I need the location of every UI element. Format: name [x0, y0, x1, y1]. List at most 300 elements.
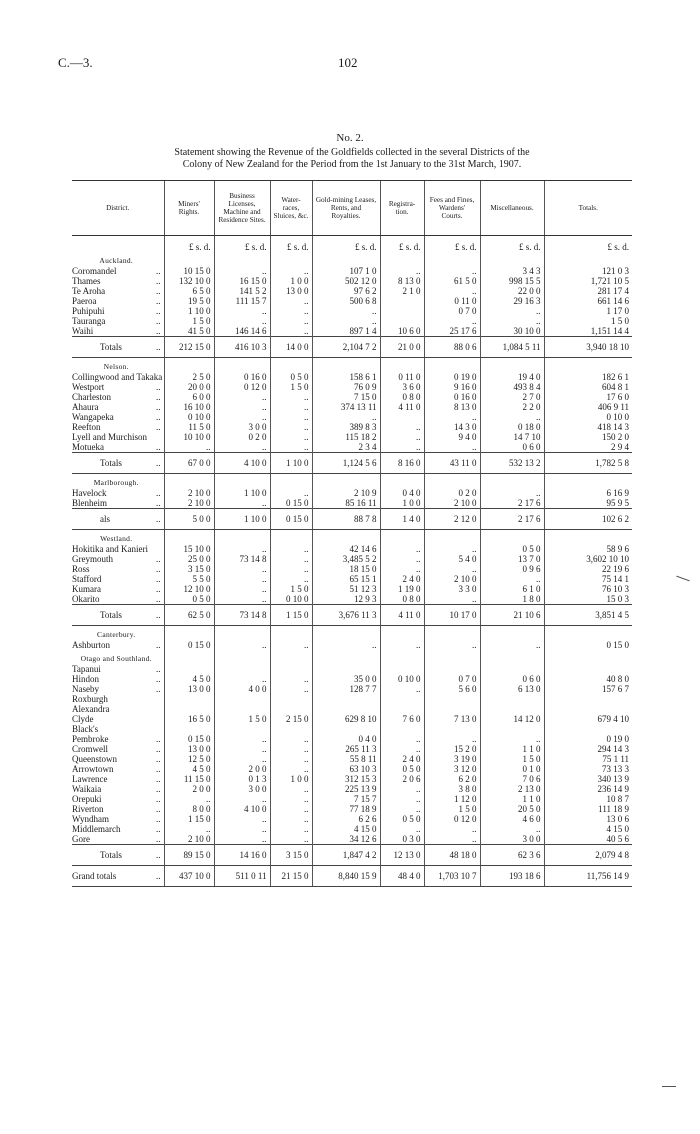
empty-cell [164, 650, 214, 664]
value-cell: 76 10 3 [544, 584, 632, 594]
value-cell: 1 10 0 [270, 453, 312, 474]
value-cell: 1,084 5 11 [480, 337, 544, 358]
section-label: Otago and Southland. [80, 654, 152, 663]
col-header-business-licenses: Business Licenses, Machine and Residence Sites. [214, 181, 270, 236]
totals-row [72, 453, 632, 474]
empty-cell [480, 530, 544, 545]
district-cell [72, 664, 164, 674]
value-cell: 281 17 4 [544, 286, 632, 296]
value-cell: 14 0 0 [270, 337, 312, 358]
value-cell [164, 704, 214, 714]
district-cell [72, 453, 164, 474]
district-cell [72, 804, 164, 814]
value-cell: 95 9 5 [544, 498, 632, 509]
district-name: Pembroke [72, 734, 109, 744]
unit-cell: £ s. d. [380, 236, 424, 253]
value-cell: .. [312, 412, 380, 422]
district-cell [72, 402, 164, 412]
value-cell: 0 15 0 [544, 640, 632, 650]
value-cell: 8,840 15 9 [312, 866, 380, 887]
district-name: Coromandel [72, 266, 117, 276]
empty-cell [544, 530, 632, 545]
value-cell: 0 19 0 [544, 734, 632, 744]
table-body [72, 236, 632, 887]
value-cell: 8 13 0 [424, 402, 480, 412]
value-cell: 1 0 0 [380, 498, 424, 509]
value-cell: .. [214, 266, 270, 276]
header-row [72, 181, 632, 236]
value-cell: 2 10 0 [424, 574, 480, 584]
value-cell: 418 14 3 [544, 422, 632, 432]
district-cell [72, 554, 164, 564]
value-cell: 1,721 10 5 [544, 276, 632, 286]
value-cell: 2 10 0 [164, 488, 214, 498]
value-cell: 4 10 0 [214, 804, 270, 814]
value-cell: 1 10 0 [164, 306, 214, 316]
empty-cell [270, 474, 312, 489]
district-name: Alexandra [72, 704, 110, 714]
table-row [72, 316, 632, 326]
district-name: Grand totals [72, 871, 117, 881]
section-row [72, 358, 632, 373]
value-cell: 25 0 0 [164, 554, 214, 564]
district-cell [72, 834, 164, 845]
district-cell [72, 714, 164, 724]
value-cell: 1 5 0 [270, 584, 312, 594]
section-label: Nelson. [103, 362, 129, 371]
value-cell: 29 16 3 [480, 296, 544, 306]
value-cell: 0 15 0 [270, 509, 312, 530]
district-cell [72, 326, 164, 337]
value-cell: 3 3 0 [424, 584, 480, 594]
district-cell [72, 296, 164, 306]
leader-dots: .. [156, 402, 161, 412]
value-cell [214, 724, 270, 734]
empty-cell [380, 650, 424, 664]
value-cell: 76 0 9 [312, 382, 380, 392]
value-cell: 85 16 11 [312, 498, 380, 509]
value-cell: 7 13 0 [424, 714, 480, 724]
value-cell: 65 15 1 [312, 574, 380, 584]
district-name: Thames [72, 276, 101, 286]
value-cell: 12 5 0 [164, 754, 214, 764]
value-cell: 4 5 0 [164, 764, 214, 774]
leader-dots: .. [156, 286, 161, 296]
value-cell: 532 13 2 [480, 453, 544, 474]
value-cell: 75 1 11 [544, 754, 632, 764]
table-row [72, 392, 632, 402]
value-cell [214, 664, 270, 674]
empty-cell [544, 252, 632, 266]
table-row [72, 554, 632, 564]
empty-cell [270, 626, 312, 641]
table-row [72, 714, 632, 724]
value-cell [164, 694, 214, 704]
value-cell: 14 12 0 [480, 714, 544, 724]
col-header-gold-mining-leases: Gold-mining Leases, Rents, and Royalties. [312, 181, 380, 236]
value-cell: 10 6 0 [380, 326, 424, 337]
district-name: Cromwell [72, 744, 108, 754]
value-cell: .. [270, 442, 312, 453]
value-cell: 0 1 3 [214, 774, 270, 784]
value-cell: 1 10 0 [214, 509, 270, 530]
value-cell: .. [214, 584, 270, 594]
value-cell: 2 13 0 [480, 784, 544, 794]
district-cell [72, 372, 164, 382]
value-cell: 1 5 0 [164, 316, 214, 326]
value-cell [164, 724, 214, 734]
leader-dots: .. [156, 306, 161, 316]
empty-cell [214, 252, 270, 266]
value-cell [424, 704, 480, 714]
value-cell: .. [480, 412, 544, 422]
leader-dots: .. [156, 574, 161, 584]
empty-cell [544, 650, 632, 664]
leader-dots: .. [156, 296, 161, 306]
district-cell [72, 584, 164, 594]
table-row [72, 372, 632, 382]
value-cell: 7 6 0 [380, 714, 424, 724]
section-row [72, 650, 632, 664]
district-cell [72, 432, 164, 442]
units-blank [72, 236, 164, 253]
col-header-district: District. [72, 181, 164, 236]
value-cell [544, 694, 632, 704]
value-cell: 2,104 7 2 [312, 337, 380, 358]
district-name: Naseby [72, 684, 99, 694]
value-cell: 1 5 0 [424, 804, 480, 814]
empty-cell [480, 650, 544, 664]
value-cell: .. [380, 744, 424, 754]
value-cell: .. [424, 266, 480, 276]
empty-cell [380, 530, 424, 545]
value-cell: 58 9 6 [544, 544, 632, 554]
table-row [72, 824, 632, 834]
unit-cell: £ s. d. [270, 236, 312, 253]
district-cell [72, 724, 164, 734]
value-cell: 102 6 2 [544, 509, 632, 530]
value-cell: 16 10 0 [164, 402, 214, 412]
value-cell: .. [380, 432, 424, 442]
value-cell: .. [380, 824, 424, 834]
value-cell: 389 8 3 [312, 422, 380, 432]
table-row [72, 704, 632, 714]
value-cell: 0 5 0 [380, 764, 424, 774]
district-cell [72, 684, 164, 694]
value-cell: 21 15 0 [270, 866, 312, 887]
value-cell: 3 12 0 [424, 764, 480, 774]
value-cell: .. [380, 784, 424, 794]
leader-dots: .. [156, 674, 161, 684]
table-row [72, 432, 632, 442]
value-cell: .. [214, 834, 270, 845]
section-row [72, 474, 632, 489]
value-cell: .. [214, 564, 270, 574]
value-cell: .. [380, 684, 424, 694]
value-cell: 0 7 0 [424, 674, 480, 684]
value-cell: .. [380, 544, 424, 554]
value-cell: 4 11 0 [380, 605, 424, 626]
value-cell: 6 13 0 [480, 684, 544, 694]
value-cell: 2 0 0 [214, 764, 270, 774]
value-cell: 40 5 6 [544, 834, 632, 845]
value-cell: 17 6 0 [544, 392, 632, 402]
value-cell: 5 0 0 [164, 509, 214, 530]
value-cell [380, 296, 424, 306]
leader-dots: .. [156, 276, 161, 286]
empty-cell [270, 530, 312, 545]
value-cell: 0 10 0 [164, 412, 214, 422]
value-cell: 1 8 0 [480, 594, 544, 605]
value-cell: .. [424, 544, 480, 554]
empty-cell [380, 474, 424, 489]
value-cell: 88 0 6 [424, 337, 480, 358]
table-row [72, 774, 632, 784]
leader-dots: .. [156, 744, 161, 754]
value-cell: 73 14 8 [214, 554, 270, 564]
leader-dots: .. [156, 392, 161, 402]
value-cell: 0 19 0 [424, 372, 480, 382]
value-cell: .. [270, 266, 312, 276]
leader-dots: .. [156, 342, 161, 352]
district-name: Roxburgh [72, 694, 108, 704]
empty-cell [214, 530, 270, 545]
value-cell: .. [480, 574, 544, 584]
table-row [72, 498, 632, 509]
value-cell: 6 2 0 [424, 774, 480, 784]
value-cell: 16 5 0 [164, 714, 214, 724]
value-cell: .. [270, 392, 312, 402]
value-cell: 2 10 0 [424, 498, 480, 509]
col-header-miners-rights: Miners' Rights. [164, 181, 214, 236]
leader-dots: .. [156, 850, 161, 860]
district-name: Greymouth [72, 554, 113, 564]
value-cell: 3,602 10 10 [544, 554, 632, 564]
district-cell [72, 316, 164, 326]
value-cell: .. [214, 734, 270, 744]
leader-dots: .. [156, 814, 161, 824]
value-cell: 493 8 4 [480, 382, 544, 392]
value-cell: 193 18 6 [480, 866, 544, 887]
district-name: Orepuki [72, 794, 102, 804]
value-cell: 5 5 0 [164, 574, 214, 584]
district-name: Blenheim [72, 498, 107, 508]
value-cell: 9 4 0 [424, 432, 480, 442]
value-cell: .. [164, 794, 214, 804]
value-cell: 2 17 6 [480, 498, 544, 509]
value-cell: .. [214, 316, 270, 326]
value-cell: .. [380, 422, 424, 432]
value-cell [312, 704, 380, 714]
revenue-table [72, 180, 632, 887]
value-cell: .. [424, 442, 480, 453]
value-cell [270, 724, 312, 734]
value-cell: 19 4 0 [480, 372, 544, 382]
district-cell [72, 674, 164, 684]
table-row [72, 276, 632, 286]
value-cell: 15 2 0 [424, 744, 480, 754]
district-cell [72, 694, 164, 704]
value-cell: .. [312, 316, 380, 326]
statement-title [86, 147, 618, 171]
district-cell [72, 509, 164, 530]
value-cell: 1,703 10 7 [424, 866, 480, 887]
district-name: Black's [72, 724, 99, 734]
value-cell: 141 5 2 [214, 286, 270, 296]
value-cell: .. [214, 594, 270, 605]
value-cell: 2 17 6 [480, 509, 544, 530]
district-cell [72, 574, 164, 584]
district-name: Lyell and Murchison [72, 432, 147, 442]
value-cell [480, 724, 544, 734]
leader-dots: .. [156, 382, 161, 392]
empty-cell [164, 474, 214, 489]
value-cell: 0 18 0 [480, 422, 544, 432]
value-cell: 15 10 0 [164, 544, 214, 554]
value-cell [380, 694, 424, 704]
section-label: Westland. [100, 534, 133, 543]
value-cell: 1 10 0 [214, 488, 270, 498]
value-cell: 2 4 0 [380, 754, 424, 764]
totals-row [72, 845, 632, 866]
value-cell: 0 4 0 [312, 734, 380, 744]
district-cell [72, 392, 164, 402]
value-cell [424, 664, 480, 674]
empty-cell [544, 626, 632, 641]
margin-mark [662, 1086, 676, 1087]
col-header-registration: Registra-tion. [380, 181, 424, 236]
value-cell: 121 0 3 [544, 266, 632, 276]
table-row [72, 724, 632, 734]
unit-cell: £ s. d. [214, 236, 270, 253]
value-cell: .. [424, 316, 480, 326]
district-name: als [100, 514, 110, 524]
value-cell: 0 1 0 [480, 764, 544, 774]
table-row [72, 694, 632, 704]
value-cell: 3 15 0 [270, 845, 312, 866]
value-cell: 13 0 0 [164, 684, 214, 694]
value-cell: 416 10 3 [214, 337, 270, 358]
value-cell: .. [270, 754, 312, 764]
value-cell: .. [270, 814, 312, 824]
district-name: Clyde [72, 714, 94, 724]
empty-cell [312, 650, 380, 664]
unit-cell: £ s. d. [480, 236, 544, 253]
district-name: Hindon [72, 674, 99, 684]
empty-cell [544, 474, 632, 489]
district-name: Collingwood and Takaka [72, 372, 163, 382]
value-cell: 10 10 0 [164, 432, 214, 442]
value-cell: 62 3 6 [480, 845, 544, 866]
value-cell: 629 8 10 [312, 714, 380, 724]
district-cell [72, 640, 164, 650]
leader-dots: .. [156, 564, 161, 574]
totals-row [72, 509, 632, 530]
empty-cell [214, 474, 270, 489]
district-cell [72, 784, 164, 794]
value-cell: 22 19 6 [544, 564, 632, 574]
empty-cell [270, 650, 312, 664]
value-cell: 2 9 4 [544, 442, 632, 453]
value-cell [380, 316, 424, 326]
value-cell: 158 6 1 [312, 372, 380, 382]
value-cell: 1 0 0 [270, 276, 312, 286]
district-name: Middlemarch [72, 824, 121, 834]
value-cell: 1 15 0 [270, 605, 312, 626]
table-row [72, 784, 632, 794]
table-row [72, 296, 632, 306]
unit-cell: £ s. d. [544, 236, 632, 253]
value-cell: 1 19 0 [380, 584, 424, 594]
value-cell: 2 10 0 [164, 834, 214, 845]
value-cell: 0 5 0 [270, 372, 312, 382]
leader-dots: .. [156, 266, 161, 276]
value-cell: .. [270, 794, 312, 804]
value-cell: .. [214, 640, 270, 650]
value-cell: .. [480, 316, 544, 326]
value-cell: 13 0 0 [270, 286, 312, 296]
value-cell: .. [270, 402, 312, 412]
value-cell: 0 10 0 [270, 594, 312, 605]
value-cell: 0 4 0 [380, 488, 424, 498]
value-cell: 3 0 0 [214, 422, 270, 432]
value-cell: .. [270, 316, 312, 326]
value-cell: 7 15 0 [312, 392, 380, 402]
value-cell: 2 12 0 [424, 509, 480, 530]
value-cell: 2 0 0 [164, 784, 214, 794]
value-cell: 73 13 3 [544, 764, 632, 774]
district-name: Totals [100, 342, 122, 352]
value-cell: 1 5 0 [214, 714, 270, 724]
district-cell [72, 544, 164, 554]
table-row [72, 814, 632, 824]
empty-cell [424, 252, 480, 266]
table-row [72, 442, 632, 453]
value-cell: .. [270, 764, 312, 774]
table-row [72, 326, 632, 337]
value-cell: 13 7 0 [480, 554, 544, 564]
value-cell: 511 0 11 [214, 866, 270, 887]
value-cell: 77 18 9 [312, 804, 380, 814]
district-name: Reefton [72, 422, 101, 432]
value-cell: 0 15 0 [164, 640, 214, 650]
district-cell [72, 498, 164, 509]
value-cell: .. [270, 734, 312, 744]
value-cell: 20 0 0 [164, 382, 214, 392]
table-row [72, 544, 632, 554]
table-row [72, 574, 632, 584]
leader-dots: .. [156, 834, 161, 844]
section-label: Marlborough. [93, 478, 139, 487]
value-cell: .. [270, 544, 312, 554]
empty-cell [480, 626, 544, 641]
value-cell: 62 5 0 [164, 605, 214, 626]
value-cell [480, 664, 544, 674]
empty-cell [270, 358, 312, 373]
value-cell: 40 8 0 [544, 674, 632, 684]
value-cell: 2 4 0 [380, 574, 424, 584]
value-cell [380, 704, 424, 714]
value-cell: 10 17 0 [424, 605, 480, 626]
value-cell: 2 3 4 [312, 442, 380, 453]
empty-cell [214, 650, 270, 664]
value-cell: 42 14 6 [312, 544, 380, 554]
value-cell: 14 16 0 [214, 845, 270, 866]
value-cell: 1 5 0 [544, 316, 632, 326]
section-label: Canterbury. [97, 630, 136, 639]
value-cell: 2 2 0 [480, 402, 544, 412]
value-cell [424, 694, 480, 704]
